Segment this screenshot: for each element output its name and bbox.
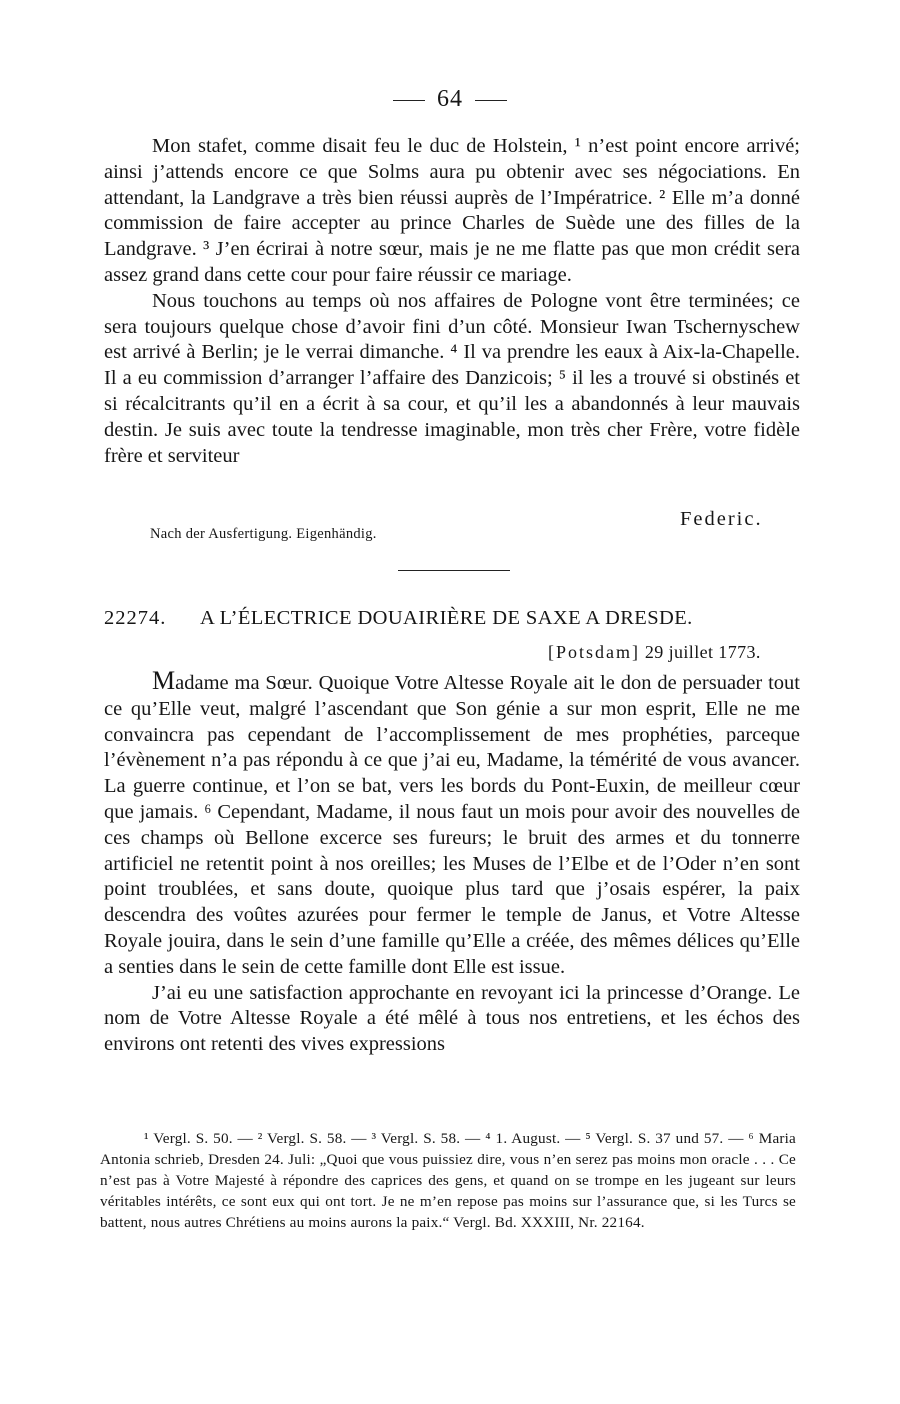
letter-1-body bbox=[104, 134, 800, 469]
letter-2-body bbox=[104, 668, 800, 1058]
page-number bbox=[0, 86, 900, 113]
page-number-text: 64 bbox=[437, 86, 463, 112]
page-number-dash-left bbox=[393, 100, 425, 101]
letter-2-title: A L’ÉLECTRICE DOUAIRIÈRE DE SAXE A DRESDE. bbox=[200, 607, 693, 629]
letter-2-dateline bbox=[548, 642, 761, 663]
letter-2-place: [Potsdam] bbox=[548, 642, 640, 662]
letter-2-number: 22274. bbox=[104, 607, 167, 629]
page-number-dash-right bbox=[475, 100, 507, 101]
letter-1-signature: Federic. bbox=[680, 508, 763, 530]
footnotes-text: ¹ Vergl. S. 50. — ² Vergl. S. 58. — ³ Vergl. S. 58. — ⁴ 1. August. — ⁵ Vergl. S. 37 und 57. — ⁶ Maria Antonia schrieb, Dresden 24. Juli: „Quoi que vous puissiez dire, vous n’en serez pas moins mon oracle . . . Ce n’est pas à Votre Majesté à répondre des caprices des gens, et quand on se trompe en les jugeant sur leurs véritables intérêts, ce sont eux qui ont tort. Je ne m’en repose pas moins sur l’assurance que, si les Turcs se battent, nous autres Chrétiens au moins aurons la paix.“ Vergl. Bd. XXXIII, Nr. 22164. bbox=[100, 1130, 796, 1231]
letter-2-paragraph-2: J’ai eu une satisfaction approchante en revoyant ici la princesse d’Orange. Le nom de Votre Altesse Royale a été mêlé à tous nos entretiens, et les échos des environs ont retenti des vives expressions bbox=[104, 981, 800, 1056]
letter-1-paragraph-2: Nous touchons au temps où nos affaires de Pologne vont être terminées; ce sera toujours quelque chose d’avoir fini d’un côté. Monsieur Iwan Tschernyschew est arrivé à Berlin; je le verrai dimanche. ⁴ Il va prendre les eaux à Aix-la-Chapelle. Il a eu commission d’arranger l’affaire des Danzicois; ⁵ il les a trouvé si obstinés et si récalcitrants qu’il en a écrit à sa cour, et qu’il les a abandonnés à leur mauvais destin. Je suis avec toute la tendresse imaginable, mon très cher Frère, votre fidèle frère et serviteur bbox=[104, 289, 800, 467]
letter-1-paragraph-1: Mon stafet, comme disait feu le duc de Holstein, ¹ n’est point encore arrivé; ainsi j’attends encore ce que Solms aura pu obtenir avec ses négociations. En attendant, la Landgrave a très bien réussi auprès de l’Impératrice. ² Elle m’a donné commission de faire accepter au prince Charles de Suède une des filles de la Landgrave. ³ J’en écrirai à notre sœur, mais je ne me flatte pas que mon crédit sera assez grand dans cette cour pour faire réussir ce mariage. bbox=[104, 135, 800, 286]
letter-2-heading bbox=[104, 607, 800, 630]
letter-2-paragraph-1: Madame ma Sœur. Quoique Votre Altesse Royale ait le don de persuader tout ce qu’Elle veut, malgré l’ascendant que Son génie a sur mon esprit, Elle ne me convaincra pas cependant de l’accomplissement de mes prophéties, parceque l’évènement n’a pas répondu à ce que j’ai eu, Madame, la témérité de vous avancer. La guerre continue, et l’on se bat, vers les bords du Pont-Euxin, de meilleur cœur que jamais. ⁶ Cependant, Madame, il nous faut un mois pour avoir des nouvelles de ces champs où Bellone excerce ses fureurs; le bruit des armes et du tonnerre artificiel ne retentit point à nos oreilles; les Muses de l’Elbe et de l’Oder n’en sont point troublées, et sans doute, quoique plus tard que j’osais espérer, la paix descendra des voûtes azurées pour fermer le temple de Janus, et Votre Altesse Royale jouira, dans le sein d’une famille qu’Elle a créée, des mêmes délices qu’Elle a senties dans le sein de cette famille dont Elle est issue. bbox=[104, 666, 800, 978]
footnotes bbox=[100, 1128, 796, 1233]
section-divider bbox=[398, 570, 510, 571]
letter-2-date: 29 juillet 1773. bbox=[644, 642, 761, 662]
letter-1-source-note: Nach der Ausfertigung. Eigenhändig. bbox=[150, 526, 377, 542]
